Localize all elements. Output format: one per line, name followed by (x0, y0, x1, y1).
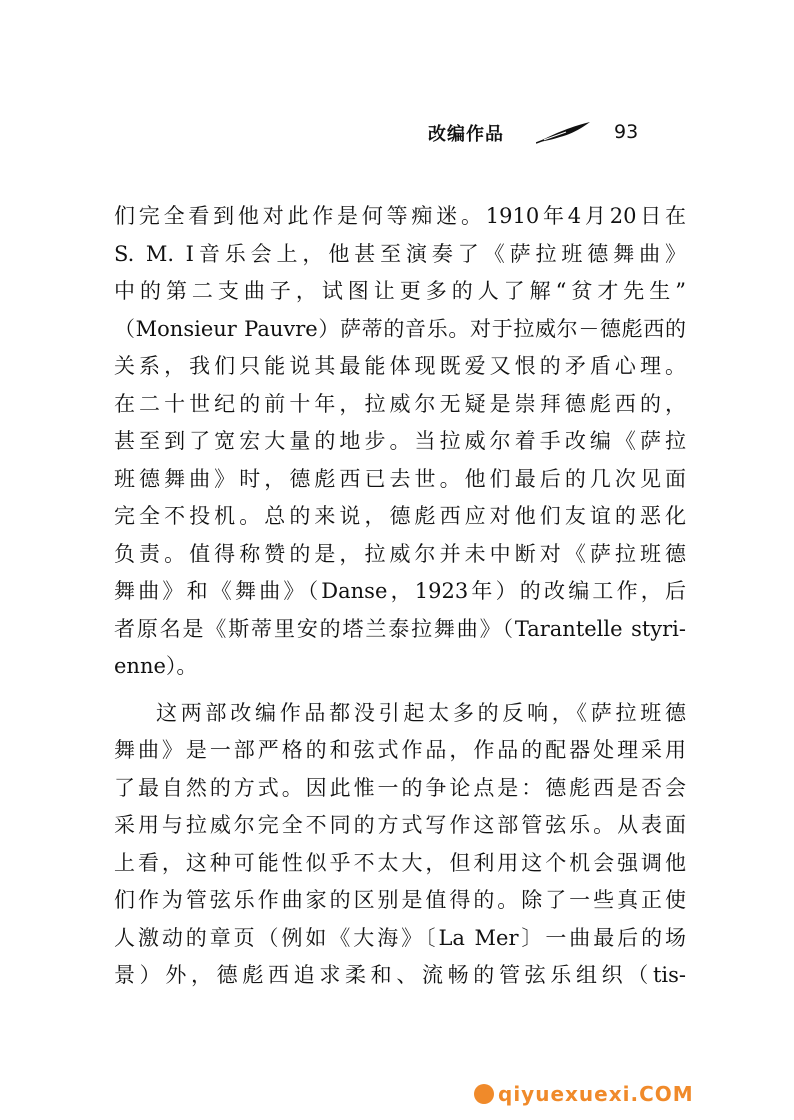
text-line: 负责。值得称赞的是，拉威尔并未中断对《萨拉班德 (114, 541, 686, 566)
site-watermark (474, 1082, 694, 1106)
paragraph-2 (114, 695, 686, 995)
text-line: 这两部改编作品都没引起太多的反响，《萨拉班德 (156, 700, 686, 725)
text-line: 舞曲》和《舞曲》（Danse，1923年）的改编工作，后 (114, 579, 686, 603)
text-line: 在二十世纪的前十年，拉威尔无疑是崇拜德彪西的， (114, 391, 686, 416)
text-line: 中的第二支曲子，试图让更多的人了解“贫才先生” (114, 279, 686, 303)
text-line: 了最自然的方式。因此惟一的争论点是：德彪西是否会 (114, 775, 686, 800)
text-line: 人激动的章页（例如《大海》〔La Mer〕一曲最后的场 (114, 925, 686, 950)
text-line: S. M. I音乐会上，他甚至演奏了《萨拉班德舞曲》 (114, 241, 686, 266)
text-line: 上看，这种可能性似乎不太大，但利用这个机会强调他 (114, 850, 686, 875)
text-line: 舞曲》是一部严格的和弦式作品，作品的配器处理采用 (114, 738, 686, 762)
page-number: 93 (614, 121, 639, 143)
text-line: 们完全看到他对此作是何等痴迷。1910年4月20日在 (114, 204, 686, 228)
text-line: 景）外，德彪西追求柔和、流畅的管弦乐组织（tis- (114, 963, 686, 987)
paragraph-1 (114, 198, 686, 686)
text-line: 班德舞曲》时，德彪西已去世。他们最后的几次见面 (114, 466, 686, 491)
text-line: 甚至到了宽宏大量的地步。当拉威尔着手改编《萨拉 (114, 429, 686, 453)
text-line: 完全不投机。总的来说，德彪西应对他们友谊的恶化 (114, 504, 686, 528)
paragraph-gap (114, 686, 686, 695)
watermark-text: qiyuexuexi.COM (498, 1082, 694, 1106)
text-line: 关系，我们只能说其最能体现既爱又恨的矛盾心理。 (114, 354, 686, 378)
body-text (114, 198, 686, 995)
feather-pen-icon (536, 120, 592, 144)
text-line: （Monsieur Pauvre）萨蒂的音乐。对于拉威尔－德彪西的 (114, 316, 686, 341)
text-line: enne）。 (114, 654, 198, 678)
chapter-title: 改编作品 (428, 124, 504, 145)
running-header (428, 118, 688, 148)
text-line: 们作为管弦乐作曲家的区别是值得的。除了一些真正使 (114, 888, 686, 912)
text-line: 采用与拉威尔完全不同的方式写作这部管弦乐。从表面 (114, 813, 686, 837)
text-line: 者原名是《斯蒂里安的塔兰泰拉舞曲》（Tarantelle styri- (114, 616, 686, 641)
watermark-logo-icon (474, 1084, 494, 1104)
